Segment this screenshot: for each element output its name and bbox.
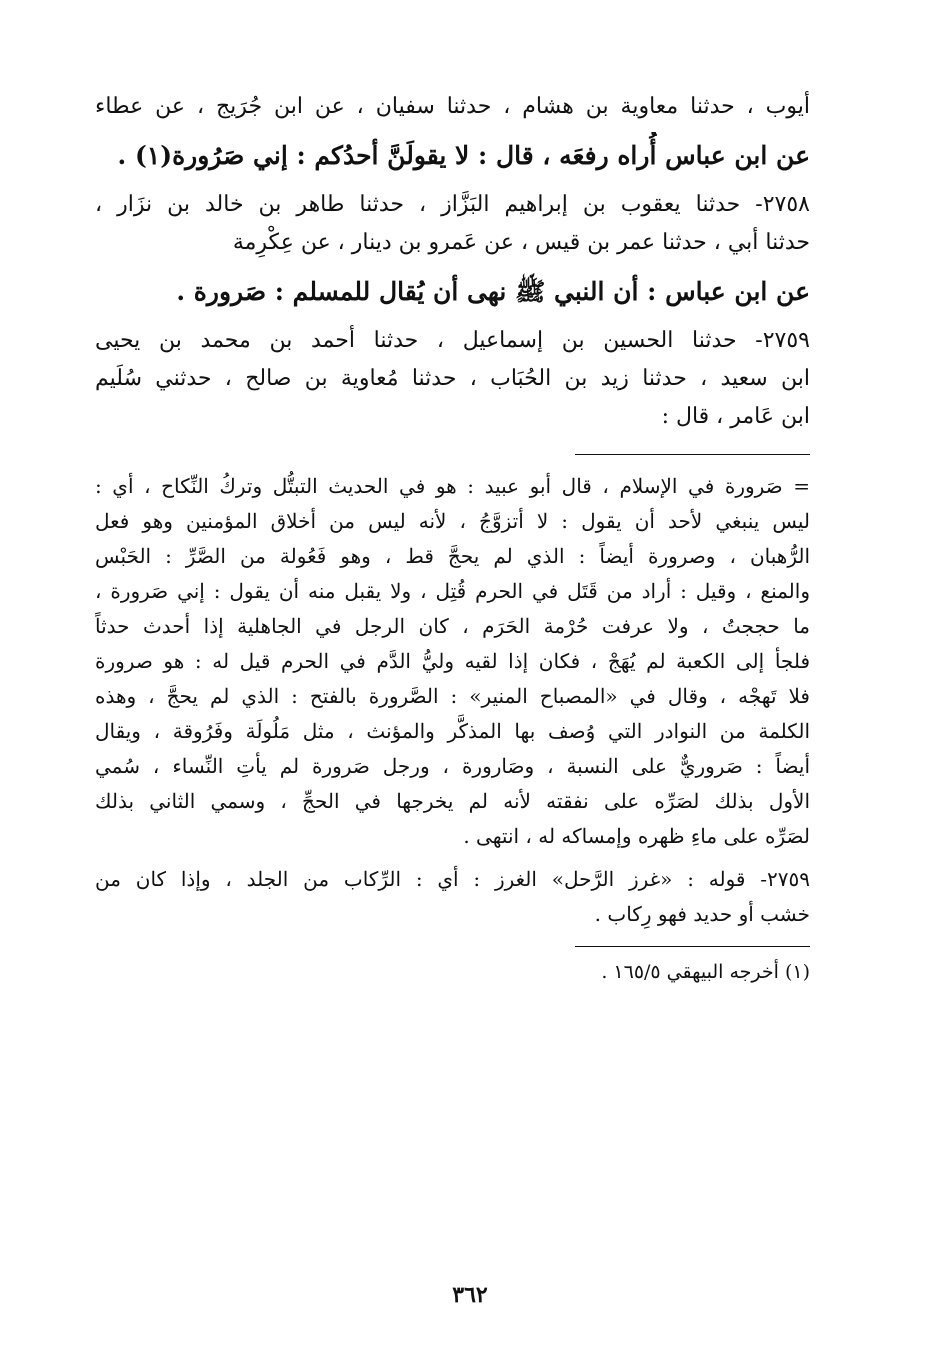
note-line: أيضاً : صَروريٌّ على النسبة ، وصَارورة ، ورجل صَرورة لم يأتِ النِّساء ، سُمي bbox=[95, 754, 810, 778]
note-line: فلجأ إلى الكعبة لم يُهَجْ ، فكان إذا لقيه وليُّ الدَّم في الحرم قيل له : هو صرورة bbox=[95, 649, 810, 673]
note-line: الأول بذلك لصَرِّه على نفقته لأنه لم يخرجها في الحجِّ ، وسمي الثاني بذلك bbox=[95, 789, 810, 813]
note-line: والمنع ، وقيل : أراد من قَتَل في الحرم قُتِل ، ولا يقبل منه أن يقول : إني صَرورة ، bbox=[95, 579, 810, 603]
note-line: لصَرِّه على ماءِ ظهره وإمساكه له ، انتهى . bbox=[463, 824, 810, 848]
hadith-2758-isnad: ٢٧٥٨- حدثنا يعقوب بن إبراهيم البَزَّاز ، حدثنا طاهر بن خالد بن نزَار ، bbox=[95, 192, 810, 217]
page-content bbox=[95, 88, 810, 987]
note-2759: ٢٧٥٩- قوله : «غرز الرَّحل» الغرز : أي : الرِّكاب من الجلد ، وإذا كان من bbox=[95, 867, 810, 891]
isnad-line: أيوب ، حدثنا معاوية بن هشام ، حدثنا سفيان ، عن ابن جُرَيج ، عن عطاء bbox=[95, 94, 810, 119]
hadith-text: عن ابن عباس أُراه رفعَه ، قال : لا يقولَنَّ أحدُكم : إني صَرُورة(١) . bbox=[117, 141, 810, 170]
hadith-2759-isnad-cont: ابن سعيد ، حدثنا زيد بن الحُبَاب ، حدثنا مُعاوية بن صالح ، حدثني سُلَيم bbox=[95, 366, 810, 391]
hadith-2759-isnad-end: ابن عَامر ، قال : bbox=[661, 404, 810, 429]
note-2759-cont: خشب أو حديد فهو رِكاب . bbox=[594, 902, 810, 926]
note-line: ليس ينبغي لأحد أن يقول : لا أتزوَّجُ ، لأنه ليس من أخلاق المؤمنين وهو فعل bbox=[95, 509, 810, 533]
page-number: ٣٦٢ bbox=[452, 1282, 488, 1308]
footnote: (١) أخرجه البيهقي ١٦٥/٥ . bbox=[601, 961, 810, 983]
hadith-2758-isnad-cont: حدثنا أبي ، حدثنا عمر بن قيس ، عن عَمرو بن دينار ، عن عِكْرِمة bbox=[232, 230, 810, 255]
note-line: الكلمة من النوادر التي وُصف بها المذكَّر والمؤنث ، مثل مَلُولَة وفَرُوقة ، ويقال bbox=[95, 719, 810, 743]
commentary-notes bbox=[95, 469, 810, 854]
note-line: فلا تَهجْه ، وقال في «المصباح المنير» : الصَّرورة بالفتح : الذي لم يحجَّ ، وهذه bbox=[95, 684, 810, 708]
note-line: ما حججتُ ، ولا عرفت حُرْمة الحَرَم ، كان الرجل في الجاهلية إذا أحدث حدثاً bbox=[95, 614, 810, 638]
note-line: الرُّهبان ، وصرورة أيضاً : الذي لم يحجَّ قط ، وهو فَعُولة من الصَّرِّ : الحَبْس bbox=[95, 544, 810, 568]
notes-separator bbox=[575, 454, 810, 455]
note-line: = صَرورة في الإسلام ، قال أبو عبيد : هو في الحديث التبتُّل وتركُ النِّكاح ، أي : bbox=[95, 474, 810, 498]
footnote-separator bbox=[575, 946, 810, 947]
hadith-2759-isnad: ٢٧٥٩- حدثنا الحسين بن إسماعيل ، حدثنا أحمد بن محمد بن يحيى bbox=[95, 328, 810, 353]
hadith-2758-text: عن ابن عباس : أن النبي ﷺ نهى أن يُقال للمسلم : صَرورة . bbox=[176, 277, 810, 306]
